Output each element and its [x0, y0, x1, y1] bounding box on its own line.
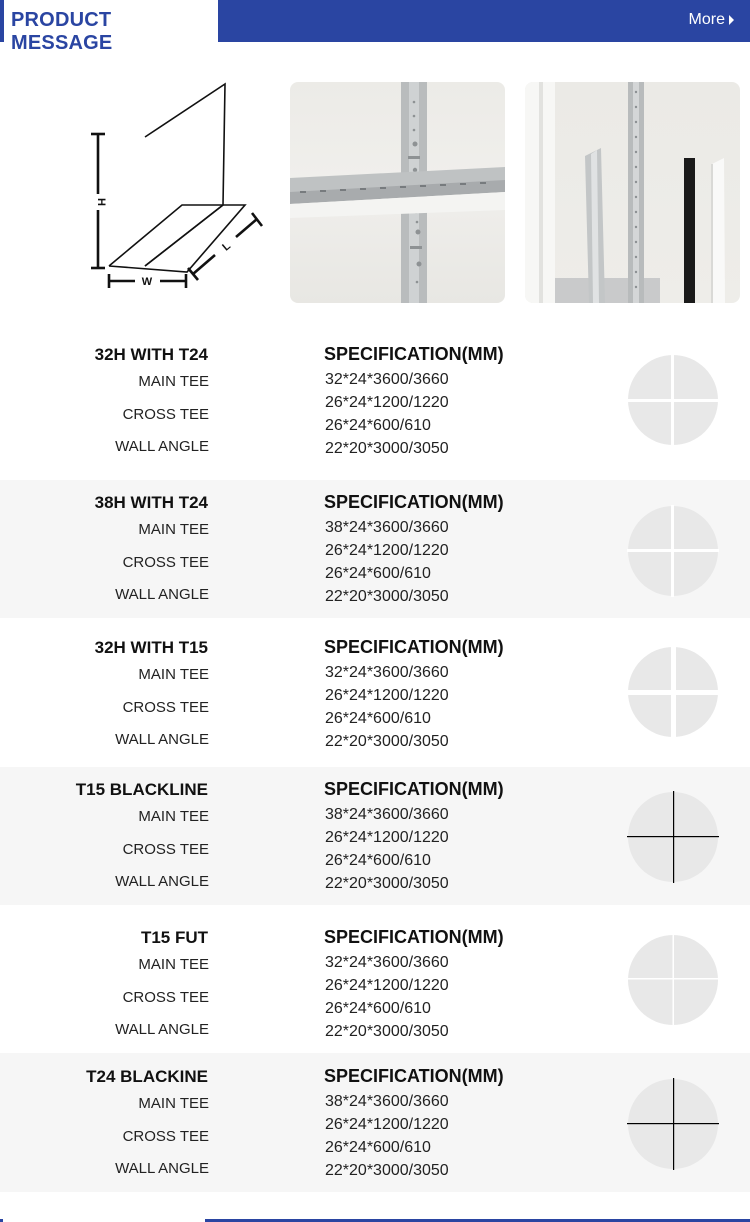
- part-label: MAIN TEE: [138, 808, 209, 825]
- part-label: CROSS TEE: [122, 554, 209, 571]
- part-label: MAIN TEE: [138, 373, 209, 390]
- part-label: WALL ANGLE: [115, 1160, 209, 1177]
- spec-header: SPECIFICATION(MM): [324, 637, 504, 657]
- more-label: More: [688, 11, 725, 28]
- spec-header: SPECIFICATION(MM): [324, 492, 504, 512]
- spec-value: 22*20*3000/3050: [325, 1162, 449, 1179]
- spec-header: SPECIFICATION(MM): [324, 779, 504, 799]
- section-title-tab: [0, 0, 218, 54]
- spec-header: SPECIFICATION(MM): [324, 344, 504, 364]
- spec-value: 26*24*600/610: [325, 1139, 431, 1156]
- spec-value: 26*24*600/610: [325, 417, 431, 434]
- product-photo-intersection: [290, 82, 505, 303]
- product-name: 32H WITH T15: [94, 638, 208, 657]
- section-header: [0, 0, 750, 54]
- part-label: MAIN TEE: [138, 521, 209, 538]
- product-photo-profiles: [525, 82, 740, 303]
- t-bar-dimension-diagram: [80, 78, 270, 298]
- caret-right-icon: [729, 15, 734, 25]
- part-label: WALL ANGLE: [115, 1021, 209, 1038]
- grid-circle-black-lines-icon: [627, 791, 719, 883]
- spec-value: 26*24*600/610: [325, 565, 431, 582]
- product-name: 32H WITH T24: [94, 345, 208, 364]
- grid-circle-thin-white-lines-icon: [627, 934, 719, 1026]
- section-title: PRODUCT MESSAGE: [11, 9, 113, 54]
- more-link[interactable]: [689, 11, 734, 29]
- length-label: L: [220, 240, 234, 254]
- product-row: [0, 318, 750, 480]
- product-name: 38H WITH T24: [94, 493, 208, 512]
- spec-value: 26*24*600/610: [325, 1000, 431, 1017]
- part-label: WALL ANGLE: [115, 731, 209, 748]
- spec-header: SPECIFICATION(MM): [324, 927, 504, 947]
- product-name: T15 BLACKLINE: [75, 780, 208, 799]
- spec-value: 38*24*3600/3660: [325, 519, 449, 536]
- spec-value: 32*24*3600/3660: [325, 371, 449, 388]
- spec-value: 26*24*1200/1220: [325, 687, 449, 704]
- part-label: WALL ANGLE: [115, 586, 209, 603]
- product-row: [0, 480, 750, 618]
- spec-value: 22*20*3000/3050: [325, 733, 449, 750]
- spec-value: 32*24*3600/3660: [325, 664, 449, 681]
- grid-circle-black-lines-icon: [627, 1078, 719, 1170]
- spec-value: 26*24*1200/1220: [325, 542, 449, 559]
- product-name: T24 BLACKINE: [86, 1067, 208, 1086]
- spec-value: 32*24*3600/3660: [325, 954, 449, 971]
- spec-value: 22*20*3000/3050: [325, 440, 449, 457]
- spec-value: 22*20*3000/3050: [325, 1023, 449, 1040]
- part-label: WALL ANGLE: [115, 438, 209, 455]
- part-label: CROSS TEE: [122, 841, 209, 858]
- part-label: CROSS TEE: [122, 699, 209, 716]
- spec-value: 38*24*3600/3660: [325, 1093, 449, 1110]
- grid-circle-white-gaps-icon: [627, 354, 719, 446]
- spec-value: 26*24*1200/1220: [325, 394, 449, 411]
- height-label: H: [95, 198, 107, 206]
- part-label: MAIN TEE: [138, 1095, 209, 1112]
- part-label: CROSS TEE: [122, 1128, 209, 1145]
- product-row: [0, 1053, 750, 1192]
- spec-value: 26*24*1200/1220: [325, 977, 449, 994]
- width-label: W: [141, 276, 153, 288]
- grid-circle-white-gaps-icon: [627, 646, 719, 738]
- product-name: T15 FUT: [140, 928, 208, 947]
- spec-value: 22*20*3000/3050: [325, 875, 449, 892]
- part-label: CROSS TEE: [122, 406, 209, 423]
- spec-value: 26*24*1200/1220: [325, 829, 449, 846]
- spec-value: 22*20*3000/3050: [325, 588, 449, 605]
- spec-value: 38*24*3600/3660: [325, 806, 449, 823]
- grid-circle-white-gaps-icon: [627, 505, 719, 597]
- product-row: [0, 618, 750, 767]
- part-label: MAIN TEE: [138, 956, 209, 973]
- spec-value: 26*24*600/610: [325, 710, 431, 727]
- product-row: [0, 767, 750, 905]
- part-label: CROSS TEE: [122, 989, 209, 1006]
- spec-header: SPECIFICATION(MM): [324, 1066, 504, 1086]
- spec-value: 26*24*600/610: [325, 852, 431, 869]
- spec-value: 26*24*1200/1220: [325, 1116, 449, 1133]
- product-row: [0, 905, 750, 1053]
- part-label: MAIN TEE: [138, 666, 209, 683]
- part-label: WALL ANGLE: [115, 873, 209, 890]
